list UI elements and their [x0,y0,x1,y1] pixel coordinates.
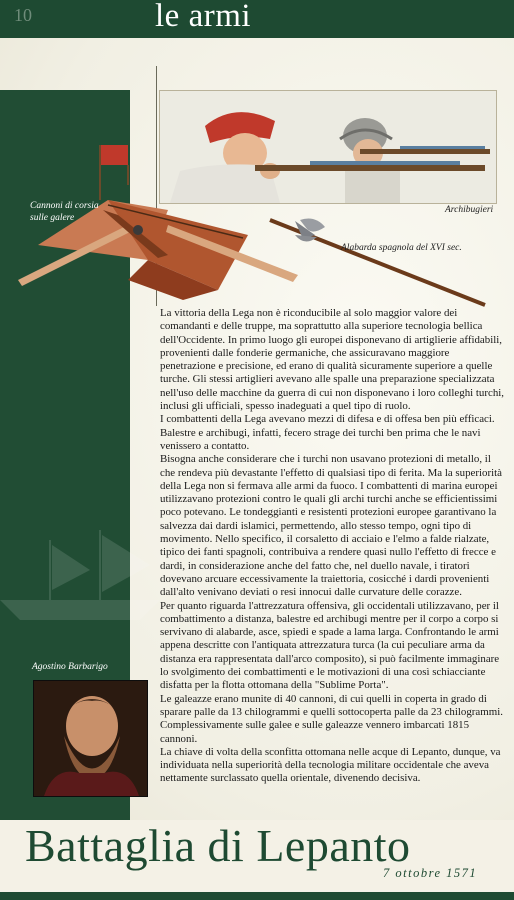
page-title: Battaglia di Lepanto [25,820,411,871]
section-title: le armi [155,0,252,34]
caption-barbarigo: Agostino Barbarigo [32,662,108,672]
portrait-image [33,680,148,797]
battle-date: 7 ottobre 1571 [383,866,478,880]
paragraph: Le galeazze erano munite di 40 cannoni, di cui quelli in coperta in grado di sparare palle da 13 chilogrammi e quelli sottocoperta palle da 23 chilogrammi. [160,692,503,718]
caption-cannoni: Cannoni di corsia sulle galere [30,201,99,223]
paragraph: Complessivamente sulle galee e sulle galeazze vennero imbarcati 1815 cannoni. [160,719,470,745]
paragraph: La vittoria della Lega non è riconducibile al solo maggior valore dei comandanti e delle truppe, ma soprattutto alla superiore tecnologia bellica dell'Occidente. In primo luogo gli europei disponevano di artiglierie affidabili, provenienti dalle fonderie germaniche, che assicuravano maggiore penetrazione e precisione, ed erano di qualità sicuramente superiore a quelle turche. Gli stessi artiglieri avevano alle spalle una preparazione specializzata nell'uso delle macchine da guerra di cui non disponevano i loro colleghi turchi, inclusi gli ufficiali, spesso inadeguati a quel tipo di ruolo. [160,307,505,413]
paragraph: Bisogna anche considerare che i turchi non usavano protezioni di metallo, il che rendeva più devastante l'effetto di qualsiasi tipo di ferita. Ma la superiorità della Lega non si fermava alle armi da fuoco. I combattenti di marina europei utilizzavano protezioni contro le quali gli archi turchi anche se efficientissimi poco potevano. Le tondeggianti e resistenti protezioni europee garantivano la salvezza dai dardi islamici, permettendo, allo stesso tempo, ogni tipo di movimento. Nello specifico, il corsaletto di acciaio e l'elmo a falde rialzate, tipico dei fanti spagnoli, contribuiva a rendere quasi nullo l'effetto di frecce e dardi, in considerazione anche del fatto che, nel duello navale, i tiratori dovevano arcuare eccessivamente la traiettoria, cosicché i dardi provenienti dall'alto venivano deviati o resi innocui dalle curvature delle corazze. [160,453,502,599]
header-bar [0,0,514,38]
caption-alabarda: Alabarda spagnola del XVI sec. [341,243,462,253]
paragraph: I combattenti della Lega avevano mezzi di difesa e di offesa ben più efficaci. Balestre e archibugi, infatti, fecero strage dei turchi ben prima che le navi venissero a contatto. [160,413,495,452]
paragraph: Per quanto riguarda l'attrezzatura offensiva, gli occidentali utilizzavano, per il combattimento a distanza, balestre ed archibugi mentre per il corpo a corpo si servivano di alabarde, asce, spiedi e spade a lama larga. Confrontando le armi appena descritte con l'antiquata attrezzatura turca (la cui peculiare arma da distanza era rappresentata dall'arco composito), si può facilmente immaginare lo svolgimento dei combattimenti e le motivazioni di una così schiacciante disfatta per la flotta ottomana della "Sublime Porta". [160,599,500,692]
paragraph: La chiave di volta della sconfitta ottomana nelle acque di Lepanto, dunque, va individuata nella superiorità della tecnologia militare occidentale che aveva nettamente surclassato quella orientale, divenendo decisiva. [160,745,501,785]
caption-archibugieri: Archibugieri [445,205,494,215]
footer-bar [0,892,514,900]
article-body [160,307,505,786]
page-number: 10 [14,5,32,25]
halberd-image [255,215,493,310]
